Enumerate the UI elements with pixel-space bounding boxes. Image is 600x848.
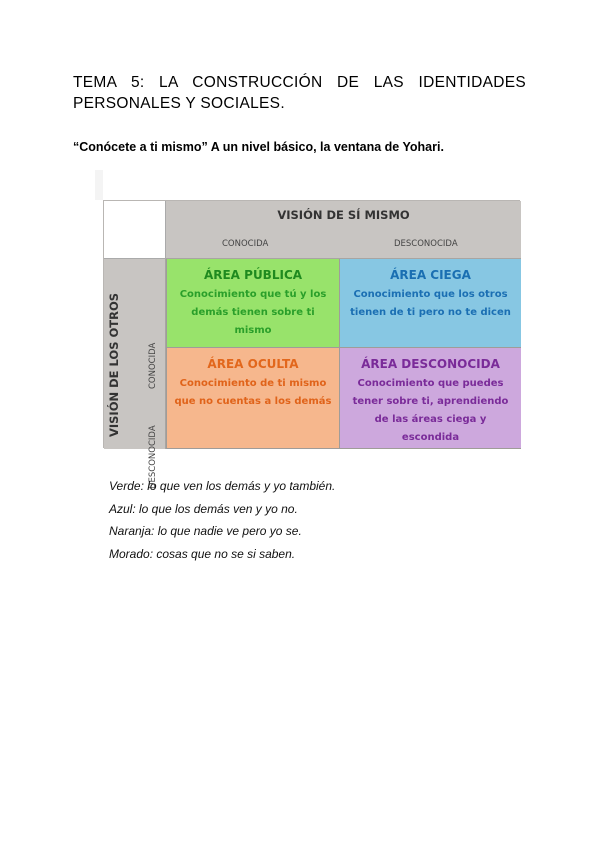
document-subtitle: “Conócete a ti mismo” A un nivel básico, la ventana de Yohari. (73, 140, 444, 154)
legend-purple: Morado: cosas que no se si saben. (109, 546, 296, 561)
quadrant-text: Conocimiento que los otros tienen de ti pero no te dicen (350, 289, 511, 318)
title-line-2: PERSONALES Y SOCIALES. (73, 95, 285, 112)
image-edge-mark (95, 170, 103, 200)
col-label-unknown: DESCONOCIDA (394, 239, 458, 249)
quadrant-unknown-area (339, 348, 521, 449)
color-legend (109, 475, 509, 565)
quadrant-title: ÁREA PÚBLICA (203, 268, 303, 282)
row-label-unknown: DESCONOCIDA (148, 425, 158, 489)
quadrant-title: ÁREA OCULTA (207, 357, 299, 371)
legend-green: Verde: lo que ven los demás y yo también. (109, 479, 336, 493)
row-label-known: CONOCIDA (148, 342, 158, 389)
quadrant-public-area (166, 259, 339, 348)
quadrant-hidden-area (166, 348, 339, 449)
quadrant-title: ÁREA DESCONOCIDA (361, 357, 500, 371)
self-vision-title: VISIÓN DE SÍ MISMO (277, 208, 410, 222)
title-line-1: TEMA 5: LA CONSTRUCCIÓN DE LAS IDENTIDADES (73, 74, 526, 91)
legend-blue: Azul: lo que los demás ven y yo no. (109, 501, 298, 516)
self-vision-header (166, 201, 521, 259)
others-vision-title: VISIÓN DE LOS OTROS (107, 292, 121, 438)
col-label-known: CONOCIDA (222, 239, 269, 249)
document-title (73, 72, 526, 114)
window-corner (104, 201, 166, 259)
quadrant-text: Conocimiento que puedes tener sobre ti, aprendiendo de las áreas ciega y escondida (352, 378, 509, 443)
quadrant-text: Conocimiento de ti mismo que no cuentas a los demás (174, 378, 332, 407)
quadrant-title: ÁREA CIEGA (390, 268, 471, 282)
others-vision-header (104, 259, 166, 489)
quadrant-text: Conocimiento que tú y los demás tienen sobre ti mismo (179, 289, 327, 336)
legend-orange: Naranja: lo que nadie ve pero yo se. (109, 524, 302, 538)
quadrant-blind-area (339, 259, 521, 348)
